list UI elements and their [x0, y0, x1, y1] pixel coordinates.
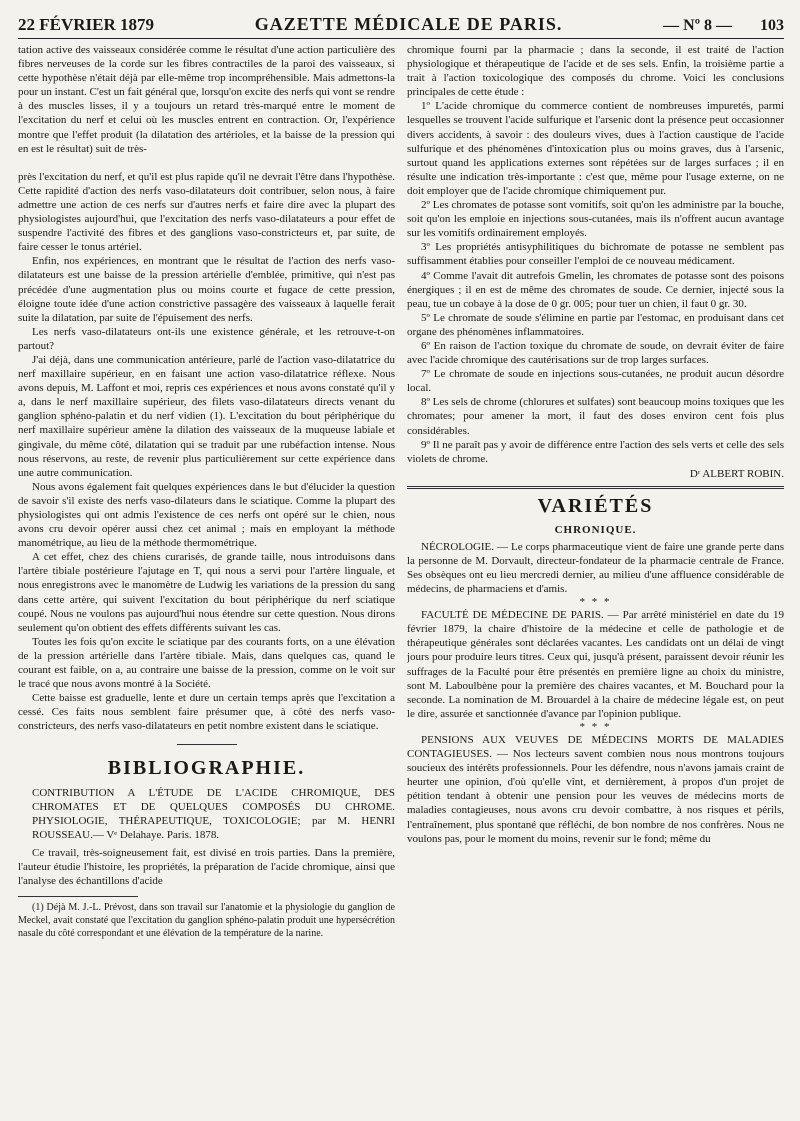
chronique-title: CHRONIQUE.: [554, 523, 637, 536]
footnote-divider: [18, 896, 138, 897]
varietes-title: VARIÉTÉS: [537, 494, 654, 517]
column-break: [18, 156, 395, 170]
news-item: NÉCROLOGIE. — Le corps pharmaceutique vient de faire une grande perte dans la personne de M. Dorvault, directeur-fondateur de la pharmacie centrale de France. Ses obsèques ont eu lieu mercredi dernier, au milieu d'une affluence considérable de médecins, de pharmaciens et d'amis.: [407, 540, 784, 596]
conclusion-item: 5º Le chromate de soude s'élimine en partie par l'estomac, en produisant dans cet organe des phénomènes inflammatoires.: [407, 311, 784, 338]
conclusion-item: 8º Les sels de chrome (chlorures et sulfates) sont beaucoup moins toxiques que les chromates; pour amener la mort, il faut des doses environ cent fois plus considérables.: [407, 396, 784, 437]
paragraph: tation active des vaisseaux considérée comme le résultat d'une action particulière des fibres nerveuses de la corde sur les fibres contractiles de la paroi des vaisseaux, si cette hypothèse n'était déjà par elle-même trop incompréhensible. Mais admettons-la pour un instant. C'est un fait général que, lorsqu'on excite des nerfs qui vont se rendre à des muscles lisses, il y a toujours un retard très-marqué entre le moment de l'excitation du nerf et celui où les muscles entrent en contraction. Or, l'expérience montre que l'effet produit (la dilatation des artérioles, et la baisse de la pression qui en est le résultat) suit de très-: [18, 44, 395, 155]
news-item: FACULTÉ DE MÉDECINE DE PARIS. — Par arrêté ministériel en date du 19 février 1879, la chaire d'histoire de la médecine et celle de pathologie et de thérapeutique générales sont déclarées vacantes. Les candidats ont un délai de vingt jours pour produire leurs titres. Ceux qui, jusqu'à présent, paraissent devoir réunir les suffrages de la Faculté pour être présentés en première ligne au choix du ministre, sont M. Laboulbène pour la première des chaires vacantes, et M. Bouchard pour la seconde. La nomination de M. Brouardel à la chaire de médecine légale est, on peut le dire, assurée et sanctionnée d'avance par l'opinion publique.: [407, 609, 784, 720]
paragraph: Ce travail, très-soigneusement fait, est divisé en trois parties. Dans la première, l'auteur étudie l'histoire, les propriétés, la préparation de l'acide chromique, ainsi que l'analyse des échantillons d'acide: [18, 846, 395, 888]
paragraph: Enfin, nos expériences, en montrant que le résultat de l'action des nerfs vaso-dilatateurs est une baisse de la pression artérielle d'emblée, primitive, qui n'est pas précédée d'une augmentation plus ou moins courte et fugace de cette pression, éloigne toute idée d'une action constrictive passagère des vaisseaux à laquelle ferait suite la dilatation, par suite de l'épuisement des nerfs.: [18, 255, 395, 324]
conclusion-item: 7º Le chromate de soude en injections sous-cutanées, ne produit aucun désordre local.: [407, 368, 784, 395]
left-column: [18, 43, 395, 1121]
paragraph: Toutes les fois qu'on excite le sciatique par des courants forts, on a une élévation de la pression artérielle dans l'artère tibiale. Mais, dans quelques cas, quand le courant est faible, on a, au contraire une baisse de la pression, comme on le voit sur le tracé que nous avons montré à la Société.: [18, 635, 395, 691]
section-divider: [177, 744, 237, 745]
paragraph: A cet effet, chez des chiens curarisés, de grande taille, nous introduisons dans l'artère tibiale postérieure l'ajutage en T, qui nous a servi pour l'artère linguale, et nous enregistrons avec le manomètre de Ludwig les variations de la pression du sang dans cette artère, qui suivent l'excitation du bout périphérique du nerf sciatique coupé. Nous ne voulons pas aujourd'hui nous étendre sur cette question. Nous dirons seulement qu'on obtient des effets différents suivant les cas.: [18, 551, 395, 634]
conclusion-item: 1º L'acide chromique du commerce contient de nombreuses impuretés, parmi lesquelles se trouvent l'acide sulfurique et l'arsenic dont la présence peut occasionner divers accidents, à savoir : des douleurs vives, dues à l'action caustique de l'acide sulfurique et des phénomènes d'intoxication plus ou moins graves, dus à l'arsenic, surtout quand les applications externes sont répétées sur de larges surfaces ; il en résulte une indication très-importante : c'est que, même pour l'usage externe, on ne doit employer que de l'acide chromique chimiquement pur.: [407, 100, 784, 197]
paragraph: Nous avons également fait quelques expériences dans le but d'élucider la question de savoir s'il existe des nerfs vaso-dilateurs dans le sciatique. Comme la plupart des physiologistes qui ont admis l'existence de ces nerfs ont opéré sur le chien, nous avons cru devoir opérer aussi chez cet animal ; mais en employant la méthode manométrique, au lieu de la méthode thermométrique.: [18, 480, 395, 550]
journal-title: GAZETTE MÉDICALE DE PARIS.: [254, 14, 563, 34]
columns: [18, 43, 784, 1121]
paragraph: J'ai déjà, dans une communication antérieure, parlé de l'action vaso-dilatatrice du nerf maxillaire supérieur, en en faisant une action vaso-dilatatrice réflexe. Nous avons depuis, M. Laffont et moi, repris ces expériences et nous avons constaté qu'il y a, dans le nerf maxillaire supérieur, des filets vaso-dilatateurs directs venant du ganglion sphéno-palatin et du nerf vidien (1). L'excitation du bout périphérique du nerf maxillaire supérieur amène la dilation des vaisseaux de la muqueuse labiale et gingivale, du même côté, dilatation qui se traduit par une rubéfaction intense. Nous nous réservons, au reste, de revenir plus particulièrement sur cette expérience dans une autre communication.: [18, 353, 395, 479]
issue-date: 22 FÉVRIER 1879: [18, 15, 155, 34]
page-header: [18, 14, 784, 39]
news-item: PENSIONS AUX VEUVES DE MÉDECINS MORTS DE MALADIES CONTAGIEUSES. — Nos lecteurs savent combien nous nous montrons toujours soucieux des intérêts professionnels. Pour les défendre, nous n'avons jamais craint de heurter une opinion, d'où qu'elle vînt, et dernièrement, à propos d'un projet de pétition tendant à obtenir une pension pour les veuves de médecins morts de maladies contagieuses, nous avons cru devoir combattre, à nos risques et périls, l'entraînement, plus spontané que réfléchi, de bon nombre de nos confrères. Nous ne voulons pas, pour le moment du moins, revenir sur le fond; même du: [407, 733, 784, 845]
conclusion-item: 2º Les chromates de potasse sont vomitifs, soit qu'on les administre par la bouche, soit qu'on les emploie en injections sous-cutanées, mais ils n'offrent aucun avantage sur les vomitifs ordinairement employés.: [407, 199, 784, 240]
footnote: (1) Déjà M. J.-L. Prévost, dans son travail sur l'anatomie et la physiologie du ganglion de Meckel, avait constaté que l'excitation du ganglion sphéno-palatin produit une hypersécrétion nasale du côté correspondant et une élévation de la température de la narine.: [18, 902, 395, 940]
header-right: [663, 17, 784, 35]
page-number: 103: [759, 17, 784, 34]
issue-number: — Nº 8 —: [663, 17, 732, 34]
paragraph: Cette baisse est graduelle, lente et dure un certain temps après que l'excitation a cessé. Ces faits nous semblent faire présumer que, à côté des nerfs vaso-constricteurs, des nerfs vaso-dilatateurs en petit nombre existent dans le sciatique.: [18, 692, 395, 733]
conclusion-item: 4º Comme l'avait dit autrefois Gmelin, les chromates de potasse sont des poisons énergiques ; il en est de même des chromates de soude. Ce dernier, injecté sous la peau, tue un cobaye à la dose de 0 gr. 005; pour tuer un chien, il faut 0 gr. 30.: [407, 269, 784, 310]
right-column: [407, 43, 784, 1121]
paragraph: chromique fourni par la pharmacie ; dans la seconde, il est traité de l'action physiologique et thérapeutique de l'acide et de ses sels. Enfin, la troisième partie a trait à l'action toxicologique des composés du chrome. Voici les conclusions principales de cette étude :: [407, 44, 784, 99]
author-signature: Dʳ ALBERT ROBIN.: [689, 467, 784, 480]
bibliography-title: BIBLIOGRAPHIE.: [107, 756, 306, 779]
conclusion-item: 6º En raison de l'action toxique du chromate de soude, on devrait éviter de faire avec l'acide chromique des cautérisations sur de trop larges surfaces.: [407, 339, 784, 367]
separator-stars: * * *: [579, 596, 612, 609]
conclusion-item: 9º Il ne paraît pas y avoir de différence entre l'action des sels verts et celle des sels violets de chrome.: [407, 438, 784, 465]
separator-stars: * * *: [579, 720, 612, 733]
paragraph: près l'excitation du nerf, et qu'il est plus rapide qu'il ne devrait l'être dans l'hypothèse. Cette rapidité d'action des nerfs vaso-dilatateurs doit contribuer, selon nous, à faire admettre une action de ces nerfs sur d'autres nerfs et faire dire avec la plupart des physiologistes aujourd'hui, que l'excitation des nerfs vaso-dilatateurs a pour effet de suspendre l'activité des fibres et des ganglions vaso-constricteurs et, par suite, de faire cesser le tonus artériel.: [18, 170, 395, 254]
bibliography-heading: CONTRIBUTION A L'ÉTUDE DE L'ACIDE CHROMIQUE, DES CHROMATES ET DE QUELQUES COMPOSÉS DU CHROME. PHYSIOLOGIE, THÉRAPEUTIQUE, TOXICOLOGIE; par M. HENRI ROUSSEAU.— Vᵉ Delahaye. Paris. 1878.: [32, 786, 395, 841]
conclusion-item: 3º Les propriétés antisyphilitiques du bichromate de potasse ne semblent pas suffisamment établies pour conseiller l'emploi de ce nouveau médicament.: [407, 241, 784, 268]
paragraph: Les nerfs vaso-dilatateurs ont-ils une existence générale, et les retrouve-t-on partout?: [18, 325, 395, 352]
section-divider: [407, 486, 784, 489]
